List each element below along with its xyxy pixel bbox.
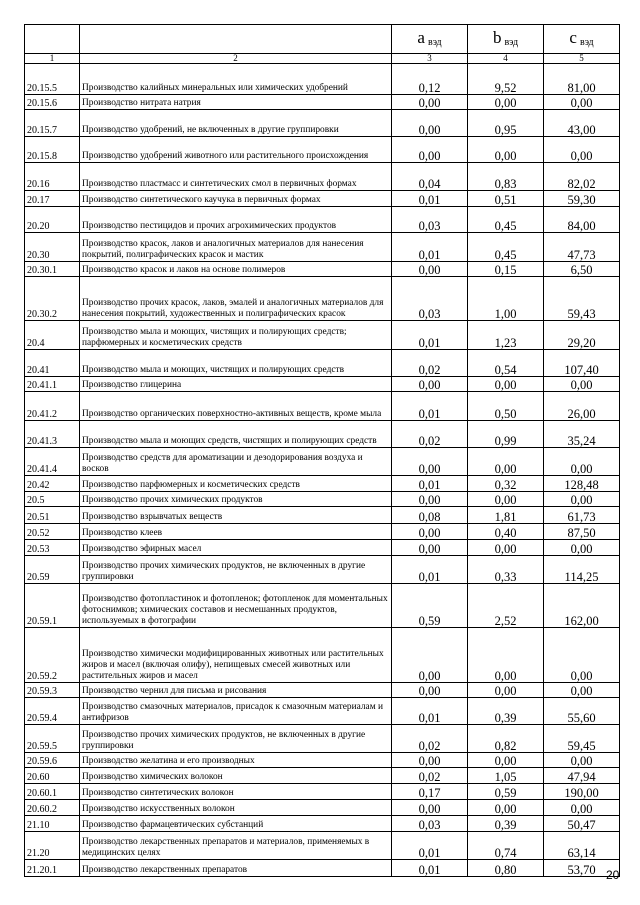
row-b-value: 0,45 bbox=[468, 207, 544, 233]
table-row bbox=[25, 377, 620, 392]
table-row bbox=[25, 207, 620, 233]
table-row bbox=[25, 816, 620, 832]
column-number: 2 bbox=[80, 54, 392, 64]
header-a-cell bbox=[392, 25, 468, 54]
row-name: Производство клеев bbox=[80, 524, 392, 540]
row-code: 20.60.1 bbox=[25, 784, 80, 800]
row-b-value: 1,05 bbox=[468, 768, 544, 784]
table-row bbox=[25, 110, 620, 137]
row-c-value: 0,00 bbox=[544, 753, 620, 768]
row-name: Производство мыла и моющих средств, чистящих и полирующих средств bbox=[80, 421, 392, 448]
row-b-value: 9,52 bbox=[468, 64, 544, 95]
row-b-value: 0,00 bbox=[468, 448, 544, 476]
row-c-value: 55,60 bbox=[544, 698, 620, 725]
row-b-value: 0,39 bbox=[468, 816, 544, 832]
row-b-value: 0,83 bbox=[468, 163, 544, 191]
column-number: 4 bbox=[468, 54, 544, 64]
row-name: Производство нитрата натрия bbox=[80, 95, 392, 110]
row-code: 20.59.3 bbox=[25, 683, 80, 698]
row-name: Производство химически модифицированных животных или растительных жиров и масел (включая олифу), непищевых смесей животных или растительных жиров и масел bbox=[80, 628, 392, 683]
table-row bbox=[25, 137, 620, 163]
row-name: Производство мыла и моющих, чистящих и полирующих средств; парфюмерных и косметических средств bbox=[80, 321, 392, 350]
row-name: Производство искусственных волокон bbox=[80, 800, 392, 816]
row-b-value: 0,39 bbox=[468, 698, 544, 725]
row-c-value: 43,00 bbox=[544, 110, 620, 137]
row-name: Производство прочих химических продуктов, не включенных в другие группировки bbox=[80, 725, 392, 753]
row-b-value: 0,45 bbox=[468, 233, 544, 262]
row-name: Производство удобрений, не включенных в другие группировки bbox=[80, 110, 392, 137]
row-code: 20.60 bbox=[25, 768, 80, 784]
row-c-value: 128,48 bbox=[544, 476, 620, 492]
row-c-value: 59,30 bbox=[544, 191, 620, 207]
header-name-cell bbox=[80, 25, 392, 54]
table-row bbox=[25, 784, 620, 800]
row-code: 20.59.5 bbox=[25, 725, 80, 753]
table-row bbox=[25, 163, 620, 191]
row-c-value: 114,25 bbox=[544, 556, 620, 584]
row-b-value: 1,81 bbox=[468, 507, 544, 524]
row-name: Производство прочих химических продуктов bbox=[80, 492, 392, 507]
row-name: Производство чернил для письма и рисования bbox=[80, 683, 392, 698]
row-c-value: 63,14 bbox=[544, 832, 620, 860]
row-name: Производство мыла и моющих, чистящих и полирующих средств bbox=[80, 350, 392, 377]
row-c-value: 35,24 bbox=[544, 421, 620, 448]
row-code: 20.53 bbox=[25, 540, 80, 556]
row-c-value: 0,00 bbox=[544, 137, 620, 163]
row-b-value: 0,80 bbox=[468, 860, 544, 877]
header-a-subscript: вэд bbox=[427, 37, 442, 48]
column-number: 3 bbox=[392, 54, 468, 64]
row-name: Производство органических поверхностно-активных веществ, кроме мыла bbox=[80, 392, 392, 421]
row-b-value: 0,33 bbox=[468, 556, 544, 584]
table-row bbox=[25, 556, 620, 584]
row-a-value: 0,01 bbox=[392, 191, 468, 207]
row-name: Производство прочих красок, лаков, эмалей и аналогичных материалов для нанесения покрытий, художественных и полиграфических красок bbox=[80, 277, 392, 321]
row-a-value: 0,01 bbox=[392, 233, 468, 262]
row-code: 20.41.1 bbox=[25, 377, 80, 392]
row-b-value: 0,74 bbox=[468, 832, 544, 860]
row-a-value: 0,01 bbox=[392, 832, 468, 860]
row-name: Производство желатина и его производных bbox=[80, 753, 392, 768]
row-code: 20.30 bbox=[25, 233, 80, 262]
row-name: Производство взрывчатых веществ bbox=[80, 507, 392, 524]
row-name: Производство удобрений животного или растительного происхождения bbox=[80, 137, 392, 163]
table-row bbox=[25, 191, 620, 207]
row-b-value: 0,82 bbox=[468, 725, 544, 753]
table-row bbox=[25, 95, 620, 110]
row-code: 21.10 bbox=[25, 816, 80, 832]
row-name: Производство лекарственных препаратов и материалов, применяемых в медицинских целях bbox=[80, 832, 392, 860]
row-code: 20.41.2 bbox=[25, 392, 80, 421]
table-row bbox=[25, 321, 620, 350]
table-row bbox=[25, 350, 620, 377]
table-row bbox=[25, 584, 620, 628]
row-c-value: 61,73 bbox=[544, 507, 620, 524]
row-b-value: 0,59 bbox=[468, 784, 544, 800]
row-code: 20.15.8 bbox=[25, 137, 80, 163]
row-name: Производство средств для ароматизации и дезодорирования воздуха и восков bbox=[80, 448, 392, 476]
row-c-value: 162,00 bbox=[544, 584, 620, 628]
row-c-value: 82,02 bbox=[544, 163, 620, 191]
row-code: 20.41.3 bbox=[25, 421, 80, 448]
row-code: 20.17 bbox=[25, 191, 80, 207]
row-b-value: 0,54 bbox=[468, 350, 544, 377]
row-b-value: 1,00 bbox=[468, 277, 544, 321]
row-name: Производство прочих химических продуктов, не включенных в другие группировки bbox=[80, 556, 392, 584]
row-a-value: 0,02 bbox=[392, 350, 468, 377]
row-name: Производство пестицидов и прочих агрохимических продуктов bbox=[80, 207, 392, 233]
row-code: 20.59.1 bbox=[25, 584, 80, 628]
table-row bbox=[25, 392, 620, 421]
row-c-value: 50,47 bbox=[544, 816, 620, 832]
table-row bbox=[25, 725, 620, 753]
row-a-value: 0,00 bbox=[392, 448, 468, 476]
row-name: Производство фотопластинок и фотопленок; фотопленок для моментальных фотоснимков; химических составов и несмешанных продуктов, используемых в фотографии bbox=[80, 584, 392, 628]
row-name: Производство фармацевтических субстанций bbox=[80, 816, 392, 832]
row-b-value: 0,95 bbox=[468, 110, 544, 137]
table-row bbox=[25, 507, 620, 524]
row-c-value: 6,50 bbox=[544, 262, 620, 277]
row-c-value: 53,70 bbox=[544, 860, 620, 877]
row-c-value: 29,20 bbox=[544, 321, 620, 350]
row-a-value: 0,03 bbox=[392, 277, 468, 321]
row-a-value: 0,01 bbox=[392, 476, 468, 492]
row-a-value: 0,00 bbox=[392, 137, 468, 163]
row-code: 20.59.6 bbox=[25, 753, 80, 768]
row-a-value: 0,12 bbox=[392, 64, 468, 95]
row-c-value: 59,45 bbox=[544, 725, 620, 753]
row-b-value: 0,99 bbox=[468, 421, 544, 448]
row-code: 20.59.2 bbox=[25, 628, 80, 683]
table-row bbox=[25, 492, 620, 507]
row-code: 20.4 bbox=[25, 321, 80, 350]
row-c-value: 47,94 bbox=[544, 768, 620, 784]
row-c-value: 0,00 bbox=[544, 628, 620, 683]
table-row bbox=[25, 540, 620, 556]
row-b-value: 0,00 bbox=[468, 800, 544, 816]
header-b-symbol: b bbox=[492, 28, 502, 47]
row-code: 21.20 bbox=[25, 832, 80, 860]
table-row bbox=[25, 698, 620, 725]
header-c-symbol: c bbox=[569, 28, 577, 47]
row-a-value: 0,02 bbox=[392, 421, 468, 448]
row-b-value: 0,51 bbox=[468, 191, 544, 207]
table-row bbox=[25, 64, 620, 95]
row-code: 20.20 bbox=[25, 207, 80, 233]
row-c-value: 190,00 bbox=[544, 784, 620, 800]
row-a-value: 0,02 bbox=[392, 768, 468, 784]
header-code-cell bbox=[25, 25, 80, 54]
row-a-value: 0,01 bbox=[392, 321, 468, 350]
row-code: 21.20.1 bbox=[25, 860, 80, 877]
row-name: Производство глицерина bbox=[80, 377, 392, 392]
row-code: 20.15.5 bbox=[25, 64, 80, 95]
column-number: 1 bbox=[25, 54, 80, 64]
column-number: 5 bbox=[544, 54, 620, 64]
row-c-value: 0,00 bbox=[544, 683, 620, 698]
row-name: Производство эфирных масел bbox=[80, 540, 392, 556]
row-c-value: 26,00 bbox=[544, 392, 620, 421]
row-c-value: 59,43 bbox=[544, 277, 620, 321]
row-b-value: 1,23 bbox=[468, 321, 544, 350]
table-row bbox=[25, 832, 620, 860]
row-code: 20.51 bbox=[25, 507, 80, 524]
header-c-subscript: вэд bbox=[579, 37, 594, 48]
row-code: 20.5 bbox=[25, 492, 80, 507]
table-row bbox=[25, 476, 620, 492]
row-a-value: 0,00 bbox=[392, 800, 468, 816]
row-c-value: 0,00 bbox=[544, 492, 620, 507]
row-code: 20.15.7 bbox=[25, 110, 80, 137]
row-name: Производство химических волокон bbox=[80, 768, 392, 784]
row-b-value: 0,00 bbox=[468, 377, 544, 392]
row-c-value: 0,00 bbox=[544, 540, 620, 556]
row-b-value: 0,50 bbox=[468, 392, 544, 421]
row-a-value: 0,00 bbox=[392, 110, 468, 137]
row-a-value: 0,00 bbox=[392, 540, 468, 556]
row-c-value: 0,00 bbox=[544, 377, 620, 392]
row-a-value: 0,00 bbox=[392, 262, 468, 277]
row-name: Производство лекарственных препаратов bbox=[80, 860, 392, 877]
header-c-cell bbox=[544, 25, 620, 54]
table-row bbox=[25, 524, 620, 540]
row-name: Производство смазочных материалов, присадок к смазочным материалам и антифризов bbox=[80, 698, 392, 725]
table-row bbox=[25, 628, 620, 683]
row-a-value: 0,02 bbox=[392, 725, 468, 753]
row-code: 20.41 bbox=[25, 350, 80, 377]
row-name: Производство красок, лаков и аналогичных материалов для нанесения покрытий, полиграфических красок и мастик bbox=[80, 233, 392, 262]
row-c-value: 107,40 bbox=[544, 350, 620, 377]
row-b-value: 0,32 bbox=[468, 476, 544, 492]
coefficients-table bbox=[24, 24, 620, 877]
row-a-value: 0,00 bbox=[392, 524, 468, 540]
row-name: Производство калийных минеральных или химических удобрений bbox=[80, 64, 392, 95]
table-row bbox=[25, 277, 620, 321]
row-a-value: 0,01 bbox=[392, 392, 468, 421]
row-b-value: 0,00 bbox=[468, 753, 544, 768]
row-b-value: 0,00 bbox=[468, 683, 544, 698]
row-code: 20.59.4 bbox=[25, 698, 80, 725]
row-c-value: 87,50 bbox=[544, 524, 620, 540]
row-a-value: 0,01 bbox=[392, 556, 468, 584]
row-c-value: 0,00 bbox=[544, 800, 620, 816]
header-b-cell bbox=[468, 25, 544, 54]
row-c-value: 84,00 bbox=[544, 207, 620, 233]
row-code: 20.30.2 bbox=[25, 277, 80, 321]
row-a-value: 0,03 bbox=[392, 816, 468, 832]
row-c-value: 47,73 bbox=[544, 233, 620, 262]
table-body bbox=[25, 64, 620, 877]
table-row bbox=[25, 683, 620, 698]
table-row bbox=[25, 860, 620, 877]
row-code: 20.42 bbox=[25, 476, 80, 492]
row-code: 20.52 bbox=[25, 524, 80, 540]
row-a-value: 0,17 bbox=[392, 784, 468, 800]
row-code: 20.16 bbox=[25, 163, 80, 191]
row-code: 20.60.2 bbox=[25, 800, 80, 816]
row-a-value: 0,08 bbox=[392, 507, 468, 524]
table-row bbox=[25, 262, 620, 277]
row-b-value: 0,00 bbox=[468, 628, 544, 683]
row-name: Производство синтетического каучука в первичных формах bbox=[80, 191, 392, 207]
row-a-value: 0,00 bbox=[392, 753, 468, 768]
row-name: Производство синтетических волокон bbox=[80, 784, 392, 800]
row-a-value: 0,00 bbox=[392, 683, 468, 698]
row-code: 20.59 bbox=[25, 556, 80, 584]
row-b-value: 0,00 bbox=[468, 492, 544, 507]
row-name: Производство парфюмерных и косметических средств bbox=[80, 476, 392, 492]
row-code: 20.30.1 bbox=[25, 262, 80, 277]
row-c-value: 0,00 bbox=[544, 448, 620, 476]
table-row bbox=[25, 768, 620, 784]
row-code: 20.41.4 bbox=[25, 448, 80, 476]
row-a-value: 0,04 bbox=[392, 163, 468, 191]
row-a-value: 0,00 bbox=[392, 377, 468, 392]
header-b-subscript: вэд bbox=[504, 37, 519, 48]
data-sheet bbox=[24, 24, 602, 877]
row-name: Производство красок и лаков на основе полимеров bbox=[80, 262, 392, 277]
table-row bbox=[25, 448, 620, 476]
row-b-value: 2,52 bbox=[468, 584, 544, 628]
row-c-value: 81,00 bbox=[544, 64, 620, 95]
row-a-value: 0,00 bbox=[392, 492, 468, 507]
row-c-value: 0,00 bbox=[544, 95, 620, 110]
row-a-value: 0,00 bbox=[392, 95, 468, 110]
header-a-symbol: a bbox=[417, 28, 425, 47]
row-b-value: 0,40 bbox=[468, 524, 544, 540]
column-number-row bbox=[25, 54, 620, 64]
table-row bbox=[25, 800, 620, 816]
page-number: 20 bbox=[606, 868, 620, 882]
row-a-value: 0,03 bbox=[392, 207, 468, 233]
row-a-value: 0,59 bbox=[392, 584, 468, 628]
row-b-value: 0,00 bbox=[468, 540, 544, 556]
table-row bbox=[25, 233, 620, 262]
row-b-value: 0,15 bbox=[468, 262, 544, 277]
row-name: Производство пластмасс и синтетических смол в первичных формах bbox=[80, 163, 392, 191]
row-a-value: 0,01 bbox=[392, 698, 468, 725]
header-row bbox=[25, 25, 620, 54]
table-row bbox=[25, 421, 620, 448]
row-b-value: 0,00 bbox=[468, 137, 544, 163]
row-b-value: 0,00 bbox=[468, 95, 544, 110]
row-a-value: 0,00 bbox=[392, 628, 468, 683]
table-row bbox=[25, 753, 620, 768]
row-code: 20.15.6 bbox=[25, 95, 80, 110]
row-a-value: 0,01 bbox=[392, 860, 468, 877]
